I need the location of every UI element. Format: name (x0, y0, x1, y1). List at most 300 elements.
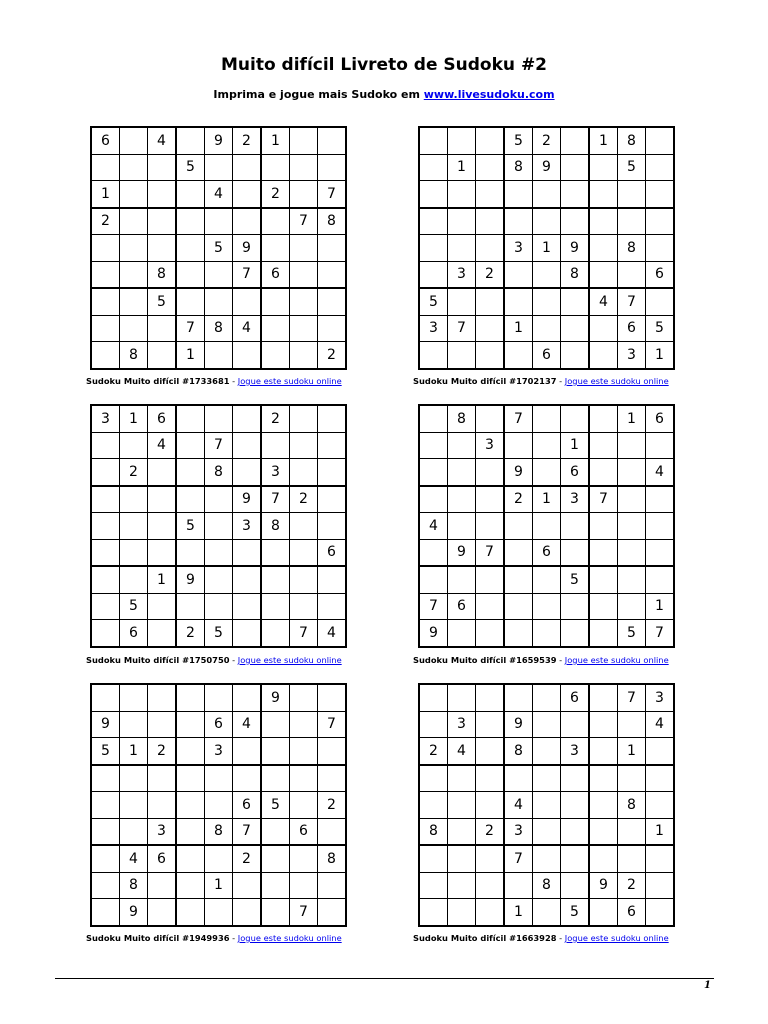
grid-cell (318, 315, 347, 342)
grid-cell: 1 (176, 342, 205, 369)
grid-cell (205, 765, 233, 792)
grid-cell (646, 235, 675, 262)
grid-cell (91, 288, 120, 315)
grid-cell (618, 593, 646, 620)
grid-row (419, 872, 674, 899)
grid-cell (120, 711, 148, 738)
grid-cell (148, 765, 177, 792)
grid-cell (419, 154, 448, 181)
grid-row (419, 899, 674, 926)
grid-cell (504, 432, 533, 459)
grid-cell: 7 (290, 620, 318, 647)
grid-cell: 5 (561, 899, 590, 926)
grid-cell: 6 (290, 818, 318, 845)
grid-cell (120, 684, 148, 711)
grid-cell: 8 (261, 513, 290, 540)
grid-cell (205, 405, 233, 432)
grid-cell: 8 (618, 127, 646, 154)
grid-cell (233, 765, 262, 792)
grid-cell: 3 (476, 432, 505, 459)
grid-cell (561, 513, 590, 540)
grid-cell (533, 405, 561, 432)
grid-row (91, 620, 346, 647)
grid-cell (419, 539, 448, 566)
grid-cell (233, 684, 262, 711)
grid-row (91, 342, 346, 369)
grid-cell: 1 (261, 127, 290, 154)
grid-cell (205, 486, 233, 513)
grid-cell (561, 711, 590, 738)
grid-cell (205, 208, 233, 235)
grid-cell (419, 261, 448, 288)
grid-cell (419, 342, 448, 369)
grid-cell: 3 (91, 405, 120, 432)
grid-cell: 5 (205, 235, 233, 262)
grid-cell: 8 (561, 261, 590, 288)
grid-row (91, 684, 346, 711)
grid-cell (91, 513, 120, 540)
grid-cell (448, 432, 476, 459)
grid-row (91, 154, 346, 181)
grid-cell: 9 (561, 235, 590, 262)
grid-cell: 3 (205, 738, 233, 765)
grid-cell (448, 486, 476, 513)
grid-cell (533, 459, 561, 486)
grid-cell (533, 432, 561, 459)
grid-cell (233, 899, 262, 926)
grid-cell (290, 513, 318, 540)
grid-cell: 2 (233, 127, 262, 154)
grid-cell: 1 (504, 315, 533, 342)
grid-cell (561, 620, 590, 647)
grid-cell: 5 (148, 288, 177, 315)
puzzle-caption (413, 655, 669, 665)
grid-cell (589, 818, 618, 845)
grid-cell: 1 (646, 593, 675, 620)
grid-cell (148, 486, 177, 513)
grid-cell (476, 235, 505, 262)
grid-cell (176, 845, 205, 872)
grid-cell (476, 315, 505, 342)
grid-cell: 6 (318, 539, 347, 566)
grid-cell (261, 342, 290, 369)
grid-cell (419, 711, 448, 738)
grid-cell (120, 818, 148, 845)
grid-cell (318, 513, 347, 540)
grid-cell (290, 711, 318, 738)
grid-cell: 7 (419, 593, 448, 620)
grid-row (91, 181, 346, 208)
grid-cell: 8 (148, 261, 177, 288)
grid-cell (205, 684, 233, 711)
grid-row (419, 818, 674, 845)
grid-cell: 3 (646, 684, 675, 711)
puzzle-caption (413, 376, 669, 386)
grid-cell (448, 235, 476, 262)
grid-cell (533, 620, 561, 647)
grid-cell (290, 539, 318, 566)
grid-cell (646, 288, 675, 315)
grid-cell: 9 (533, 154, 561, 181)
grid-cell (120, 154, 148, 181)
grid-cell (561, 127, 590, 154)
grid-cell (290, 235, 318, 262)
grid-cell (504, 593, 533, 620)
grid-cell (448, 566, 476, 593)
grid-cell: 9 (176, 566, 205, 593)
grid-cell: 5 (176, 513, 205, 540)
grid-cell (290, 342, 318, 369)
site-link[interactable]: www.livesudoku.com (423, 88, 555, 101)
sudoku-grid (90, 404, 347, 648)
grid-cell (561, 845, 590, 872)
grid-cell: 2 (318, 342, 347, 369)
grid-cell (176, 459, 205, 486)
grid-cell (618, 539, 646, 566)
grid-cell (91, 235, 120, 262)
grid-cell (646, 432, 675, 459)
grid-cell (476, 872, 505, 899)
grid-cell: 2 (290, 486, 318, 513)
grid-row (419, 459, 674, 486)
grid-row (91, 792, 346, 819)
grid-cell (176, 765, 205, 792)
grid-cell (261, 818, 290, 845)
grid-cell (589, 845, 618, 872)
grid-cell (120, 288, 148, 315)
grid-cell (504, 539, 533, 566)
grid-cell (290, 127, 318, 154)
play-online-link[interactable]: Jogue este sudoku online (564, 655, 669, 665)
grid-cell (318, 288, 347, 315)
grid-cell (589, 620, 618, 647)
grid-cell (533, 208, 561, 235)
grid-cell (261, 872, 290, 899)
grid-row (91, 738, 346, 765)
grid-cell (561, 872, 590, 899)
grid-cell: 9 (448, 539, 476, 566)
grid-cell (148, 899, 177, 926)
grid-cell: 9 (120, 899, 148, 926)
grid-cell: 7 (318, 181, 347, 208)
play-online-link[interactable]: Jogue este sudoku online (564, 933, 669, 943)
grid-cell (318, 684, 347, 711)
grid-cell (290, 181, 318, 208)
grid-cell: 4 (233, 315, 262, 342)
grid-row (91, 208, 346, 235)
grid-cell (176, 792, 205, 819)
play-online-link[interactable]: Jogue este sudoku online (237, 655, 342, 665)
grid-cell (504, 342, 533, 369)
grid-cell (646, 765, 675, 792)
grid-cell (646, 208, 675, 235)
grid-cell (476, 486, 505, 513)
grid-cell: 7 (176, 315, 205, 342)
grid-cell: 6 (261, 261, 290, 288)
grid-cell (91, 154, 120, 181)
grid-cell (176, 818, 205, 845)
grid-cell (205, 845, 233, 872)
grid-cell (618, 432, 646, 459)
grid-cell (476, 620, 505, 647)
page-title: Muito difícil Livreto de Sudoku #2 (220, 55, 548, 75)
grid-cell: 2 (148, 738, 177, 765)
grid-cell (290, 845, 318, 872)
grid-cell: 6 (646, 405, 675, 432)
grid-cell: 3 (618, 342, 646, 369)
grid-cell (419, 235, 448, 262)
grid-cell (448, 845, 476, 872)
grid-cell (261, 899, 290, 926)
grid-cell (589, 235, 618, 262)
grid-cell: 8 (504, 154, 533, 181)
grid-cell (318, 899, 347, 926)
grid-cell (261, 154, 290, 181)
grid-cell: 1 (504, 899, 533, 926)
grid-cell (290, 792, 318, 819)
grid-cell (148, 593, 177, 620)
grid-cell (120, 513, 148, 540)
grid-cell: 3 (419, 315, 448, 342)
grid-cell (261, 845, 290, 872)
grid-cell: 8 (205, 818, 233, 845)
grid-cell: 6 (120, 620, 148, 647)
grid-cell (91, 342, 120, 369)
grid-cell (120, 566, 148, 593)
grid-cell (290, 315, 318, 342)
grid-cell (120, 181, 148, 208)
grid-cell: 9 (504, 459, 533, 486)
grid-cell (533, 566, 561, 593)
puzzle-label: Sudoku Muito difícil #1949936 (86, 933, 230, 943)
grid-cell (618, 486, 646, 513)
grid-cell (120, 432, 148, 459)
grid-cell: 3 (448, 711, 476, 738)
grid-cell: 5 (120, 593, 148, 620)
grid-cell (176, 684, 205, 711)
grid-cell (290, 566, 318, 593)
grid-cell: 6 (148, 405, 177, 432)
grid-cell (91, 459, 120, 486)
grid-cell (476, 154, 505, 181)
caption-separator: - (556, 376, 565, 386)
grid-cell (261, 711, 290, 738)
grid-cell: 5 (646, 315, 675, 342)
grid-cell (561, 792, 590, 819)
grid-cell (120, 792, 148, 819)
grid-cell (91, 261, 120, 288)
grid-cell (205, 899, 233, 926)
grid-cell (176, 711, 205, 738)
grid-cell (148, 208, 177, 235)
grid-cell (148, 711, 177, 738)
grid-cell (205, 539, 233, 566)
grid-cell (176, 593, 205, 620)
grid-cell (233, 181, 262, 208)
grid-cell: 1 (646, 342, 675, 369)
caption-separator: - (556, 655, 565, 665)
grid-cell (176, 208, 205, 235)
grid-cell (290, 261, 318, 288)
grid-cell (476, 405, 505, 432)
grid-cell: 4 (419, 513, 448, 540)
grid-row (419, 539, 674, 566)
grid-cell (504, 208, 533, 235)
grid-row (91, 288, 346, 315)
grid-cell: 6 (448, 593, 476, 620)
grid-cell: 3 (561, 738, 590, 765)
grid-cell (290, 432, 318, 459)
grid-cell (290, 405, 318, 432)
grid-cell (176, 127, 205, 154)
grid-cell (618, 459, 646, 486)
grid-cell (448, 513, 476, 540)
grid-cell (533, 261, 561, 288)
grid-cell: 9 (504, 711, 533, 738)
grid-cell (91, 620, 120, 647)
grid-cell (419, 405, 448, 432)
grid-cell: 5 (261, 792, 290, 819)
grid-cell (120, 765, 148, 792)
grid-cell (476, 566, 505, 593)
play-online-link[interactable]: Jogue este sudoku online (237, 933, 342, 943)
grid-cell (318, 459, 347, 486)
grid-cell (589, 315, 618, 342)
grid-cell: 7 (646, 620, 675, 647)
grid-cell (261, 738, 290, 765)
grid-cell: 6 (233, 792, 262, 819)
grid-cell: 1 (148, 566, 177, 593)
grid-cell (290, 765, 318, 792)
grid-cell (448, 620, 476, 647)
grid-cell (504, 566, 533, 593)
grid-cell (205, 154, 233, 181)
grid-cell (176, 872, 205, 899)
grid-cell (504, 684, 533, 711)
play-online-link[interactable]: Jogue este sudoku online (564, 376, 669, 386)
grid-cell (476, 127, 505, 154)
grid-cell: 3 (261, 459, 290, 486)
grid-cell (419, 899, 448, 926)
grid-cell (589, 432, 618, 459)
grid-cell: 7 (290, 208, 318, 235)
grid-cell (561, 765, 590, 792)
grid-cell (533, 181, 561, 208)
grid-cell (589, 738, 618, 765)
grid-cell (148, 513, 177, 540)
grid-cell (419, 208, 448, 235)
grid-row (419, 405, 674, 432)
grid-cell (318, 818, 347, 845)
grid-row (91, 235, 346, 262)
grid-cell (589, 792, 618, 819)
grid-cell: 8 (448, 405, 476, 432)
grid-cell: 2 (261, 181, 290, 208)
grid-cell: 9 (205, 127, 233, 154)
grid-cell (91, 818, 120, 845)
grid-cell (618, 261, 646, 288)
grid-cell (419, 127, 448, 154)
grid-cell: 6 (618, 315, 646, 342)
grid-cell (290, 288, 318, 315)
grid-cell (476, 513, 505, 540)
grid-cell (261, 593, 290, 620)
grid-cell (419, 459, 448, 486)
grid-cell: 7 (618, 288, 646, 315)
grid-cell (504, 181, 533, 208)
grid-cell (205, 513, 233, 540)
caption-separator: - (556, 933, 565, 943)
grid-cell (448, 684, 476, 711)
play-online-link[interactable]: Jogue este sudoku online (237, 376, 342, 386)
grid-row (419, 513, 674, 540)
grid-cell: 4 (646, 459, 675, 486)
grid-cell (476, 792, 505, 819)
grid-cell: 4 (448, 738, 476, 765)
page-subtitle (0, 88, 768, 101)
grid-cell (533, 711, 561, 738)
grid-cell: 9 (233, 235, 262, 262)
grid-cell (120, 127, 148, 154)
grid-cell (91, 684, 120, 711)
grid-cell (476, 765, 505, 792)
grid-cell: 8 (318, 845, 347, 872)
grid-cell: 4 (148, 432, 177, 459)
grid-cell (176, 738, 205, 765)
grid-cell: 1 (589, 127, 618, 154)
grid-row (419, 315, 674, 342)
grid-cell: 8 (120, 872, 148, 899)
grid-row (91, 566, 346, 593)
grid-cell (91, 593, 120, 620)
grid-row (91, 486, 346, 513)
grid-row (419, 154, 674, 181)
grid-cell: 6 (646, 261, 675, 288)
grid-cell (533, 738, 561, 765)
grid-cell (148, 872, 177, 899)
grid-cell (120, 261, 148, 288)
sudoku-grid (418, 683, 675, 927)
grid-cell (646, 899, 675, 926)
grid-cell: 6 (533, 342, 561, 369)
grid-cell (318, 154, 347, 181)
grid-cell (261, 208, 290, 235)
grid-cell: 2 (618, 872, 646, 899)
grid-cell (561, 405, 590, 432)
grid-cell: 6 (533, 539, 561, 566)
grid-cell (476, 684, 505, 711)
grid-cell (318, 405, 347, 432)
grid-cell (290, 738, 318, 765)
grid-cell (589, 342, 618, 369)
grid-cell (618, 818, 646, 845)
grid-cell (233, 738, 262, 765)
grid-cell: 7 (589, 486, 618, 513)
grid-cell: 8 (205, 315, 233, 342)
grid-cell (261, 765, 290, 792)
grid-cell: 1 (120, 405, 148, 432)
grid-cell: 8 (533, 872, 561, 899)
grid-cell (646, 738, 675, 765)
grid-cell (589, 711, 618, 738)
grid-cell (91, 486, 120, 513)
grid-cell (148, 792, 177, 819)
grid-cell (589, 684, 618, 711)
sudoku-grid (418, 404, 675, 648)
page-number: 1 (704, 980, 711, 991)
caption-separator: - (229, 655, 238, 665)
grid-row (91, 765, 346, 792)
